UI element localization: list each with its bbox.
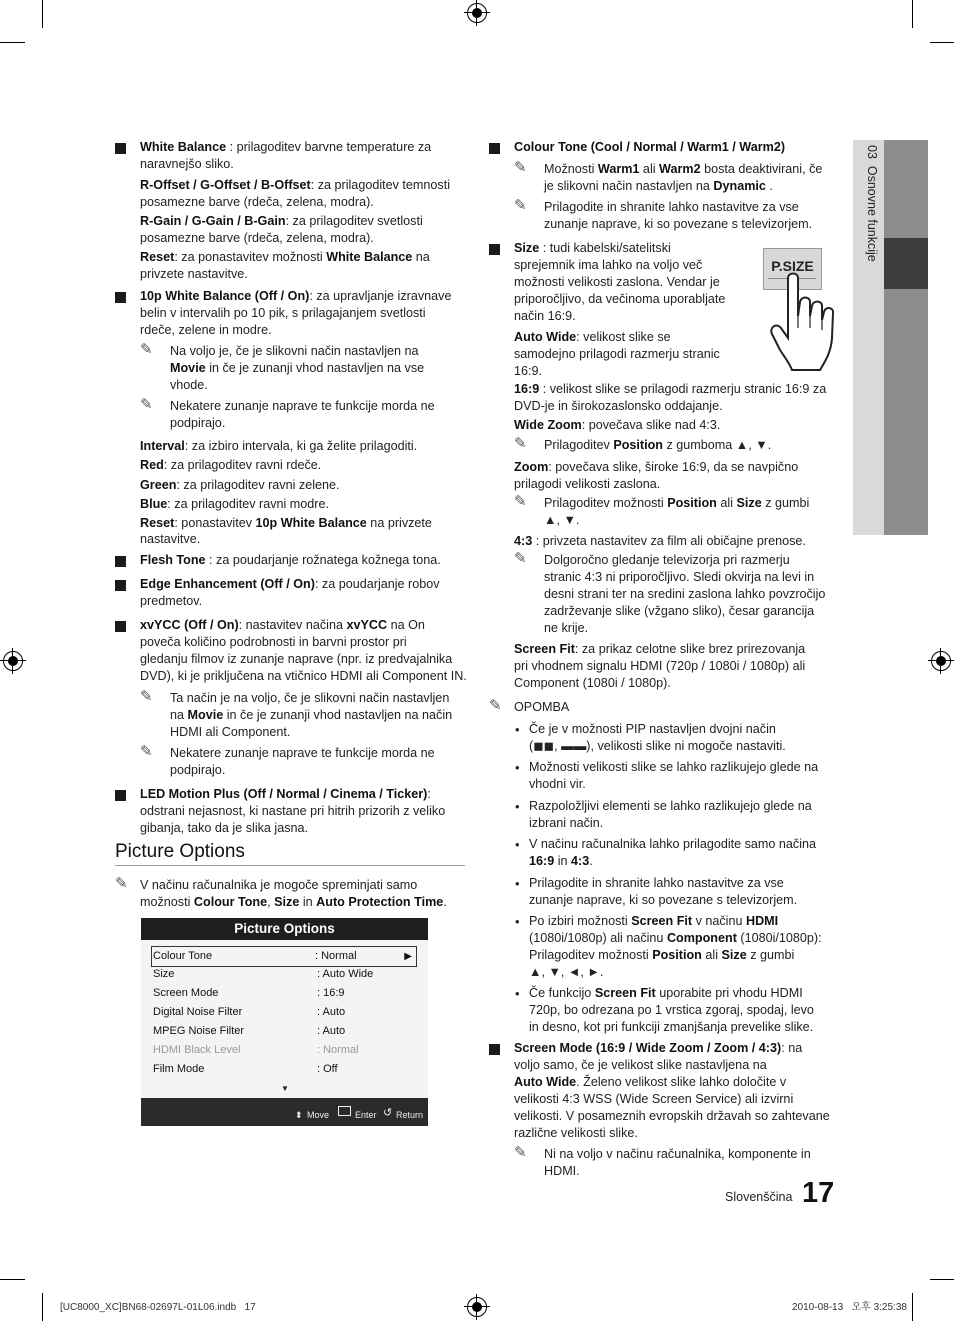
ratio-4-3-note: Dolgoročno gledanje televizorja pri razmerju stranic 4:3 ni priporočljivo. Sledi okvirja na levi in desni strani ter na sredini zaslona lahko povzročijo zadrževanje slike (vžgano sliko), česar garancija ne krije.	[544, 553, 826, 635]
picture-options-menu	[141, 918, 428, 1126]
crop-mark	[930, 1279, 954, 1280]
bullet-dot-icon: •	[515, 986, 520, 1001]
move-label: Move	[307, 1110, 330, 1120]
arrow-right-icon: ▶	[404, 951, 412, 962]
bullet-square-icon	[115, 292, 126, 303]
note-icon: ✎	[115, 874, 128, 892]
note-icon: ✎	[140, 742, 153, 760]
menu-footer	[141, 1098, 428, 1126]
note-list-item: Razpoložljivi elementi se lahko razlikujejo glede na izbrani način.	[529, 799, 812, 830]
menu-row-label: Size	[153, 968, 175, 980]
note-icon: ✎	[489, 696, 502, 714]
menu-row-size[interactable]	[153, 965, 417, 984]
ratio-16-9-item: 16:9 : velikost slike se prilagodi razmerju stranic 16:9 za DVD-je in širokozaslonsko oddajanje.	[514, 382, 827, 413]
menu-body	[141, 940, 428, 1098]
note-icon: ✎	[514, 549, 527, 567]
menu-row-label: MPEG Noise Filter	[153, 1025, 245, 1037]
reset-item: Reset: za ponastavitev možnosti White Balance na privzete nastavitve.	[140, 250, 430, 281]
picture-options-note: V načinu računalnika je mogoče spreminjati samo možnosti Colour Tone, Size in Auto Protection Time.	[140, 878, 447, 909]
registration-mark-icon	[467, 1297, 487, 1317]
auto-wide-item: Auto Wide: velikost slike se samodejno prilagodi razmerju stranic 16:9.	[514, 330, 720, 378]
colour-tone-note-2: Prilagodite in shranite lahko nastavitve za vse zunanje naprave, ki so povezane s televizorjem.	[544, 200, 813, 231]
menu-row-label: Film Mode	[153, 1063, 205, 1075]
screen-mode-note: Ni na voljo v načinu računalnika, komponente in HDMI.	[544, 1147, 811, 1178]
note-icon: ✎	[514, 196, 527, 214]
menu-row-mpeg-noise-filter[interactable]	[153, 1022, 417, 1041]
colour-tone-note-1: Možnosti Warm1 ali Warm2 bosta deaktivirani, če je slikovni način nastavljen na Dynamic .	[544, 162, 823, 193]
xvycc-note-1: Ta način je na voljo, če je slikovni način nastavljen na Movie in če je zunanji vhod nastavljen na način HDMI ali Component.	[170, 691, 453, 739]
menu-row-screen-mode[interactable]	[153, 984, 417, 1003]
note-list-item: V načinu računalnika lahko prilagodite samo načina 16:9 in 4:3.	[529, 837, 817, 868]
p10-settings-list: Interval: za izbiro intervala, ki ga želite prilagoditi. Red: za prilagoditev ravni rdeče. Green: za prilagoditev ravni zelene. Blue: za prilagoditev ravni modre. Reset: ponastavitev 10p White Balance na privzete	[140, 439, 432, 531]
p-size-label: P.SIZE	[771, 258, 814, 274]
menu-row-colour-tone[interactable]	[151, 946, 417, 967]
heading-rule	[115, 865, 465, 866]
ratio-4-3-item: 4:3 : privzeta nastavitev za film ali običajne prenose.	[514, 534, 806, 548]
flesh-tone-item: Flesh Tone : za poudarjanje rožnatega kožnega tona.	[140, 553, 441, 567]
language-label: Slovenščina	[725, 1190, 793, 1204]
return-icon: ↺	[383, 1107, 393, 1119]
menu-row-label: Digital Noise Filter	[153, 1006, 243, 1018]
note-icon: ✎	[514, 492, 527, 510]
crop-mark	[912, 1293, 913, 1321]
screen-fit-item: Screen Fit: za prikaz celotne slike brez prirezovanja pri vhodnem signalu HDMI (720p / 1080i / 1080p) ali Component (1080i / 1080p).	[514, 642, 806, 690]
menu-title: Picture Options	[141, 918, 428, 940]
bullet-dot-icon: •	[515, 876, 520, 891]
menu-row-label: HDMI Black Level	[153, 1044, 241, 1056]
note-list-item: Možnosti velikosti slike se lahko razlikujejo glede na vhodni vir.	[529, 760, 819, 791]
menu-row-film-mode[interactable]	[153, 1060, 417, 1079]
menu-row-value: : Auto Wide	[317, 968, 374, 980]
side-tab-active	[884, 238, 928, 289]
registration-mark-icon	[467, 3, 487, 23]
bullet-square-icon	[489, 244, 500, 255]
menu-row-value: : Auto	[317, 1025, 346, 1037]
wide-zoom-item: Wide Zoom: povečava slike nad 4:3.	[514, 418, 721, 432]
offset-item: R-Offset / G-Offset / B-Offset: za prilagoditev temnosti posamezne barve (rdeča, zelena, modra).	[140, 178, 451, 209]
bullet-square-icon	[115, 143, 126, 154]
note-list-item: Po izbiri možnosti Screen Fit v načinu HDMI (1080i/1080p) ali načinu Component (1080i/1080p): Prilagoditev možnosti Position ali Size z gumbi ▲, ▼, ◄, ►.	[529, 914, 822, 979]
crop-mark	[0, 1279, 25, 1280]
print-date-info: 2010-08-13 오후 3:25:38	[792, 1302, 907, 1313]
print-file-info: [UC8000_XC]BN68-02697L-01L06.indb 17	[60, 1302, 256, 1313]
bullet-square-icon	[489, 1044, 500, 1055]
crop-mark	[42, 0, 43, 28]
led-motion-plus-item: LED Motion Plus (Off / Normal / Cinema / Ticker): odstrani nejasnost, ki nastane pri hitrih prizorih z veliko gibanja, tako da je slika jasna.	[140, 787, 446, 835]
opomba-heading: OPOMBA	[514, 700, 570, 714]
screen-mode-item: Screen Mode (16:9 / Wide Zoom / Zoom / 4:3): na voljo samo, če je velikost slike nastavljena na Auto Wide. Želeno velikost slike lahko določite v velikosti 4:3 WSS (Wide Screen Service) ali izvirni velikosti. V posameznih evropskih državah so zahtevane različne velikosti slike.	[514, 1041, 830, 1140]
crop-mark	[930, 42, 954, 43]
side-tab-label: 03 Osnovne funkcije	[865, 145, 879, 262]
bullet-dot-icon: •	[515, 914, 520, 929]
menu-row-value: : Auto	[317, 1006, 346, 1018]
p10-note-2: Nekatere zunanje naprave te funkcije morda ne podpirajo.	[170, 399, 435, 430]
menu-row-value: : Off	[317, 1063, 338, 1075]
registration-mark-icon	[3, 651, 23, 671]
p10-note-1: Na voljo je, če je slikovni način nastavljen na Movie in če je zunanji vhod nastavljen na vse vhode.	[170, 344, 425, 392]
note-icon: ✎	[514, 434, 527, 452]
menu-row-digital-noise-filter[interactable]	[153, 1003, 417, 1022]
bullet-square-icon	[115, 556, 126, 567]
bullet-dot-icon: •	[515, 799, 520, 814]
bullet-square-icon	[489, 143, 500, 154]
note-icon: ✎	[514, 1143, 527, 1161]
enter-icon	[338, 1106, 351, 1116]
wide-zoom-note: Prilagoditev Position z gumboma ▲, ▼.	[544, 438, 772, 452]
enter-label: Enter	[355, 1110, 377, 1120]
scroll-down-icon[interactable]: ▼	[281, 1084, 289, 1093]
bullet-dot-icon: •	[515, 722, 520, 737]
crop-mark	[912, 0, 913, 28]
white-balance-item: White Balance : prilagoditev barvne temperature za naravnejšo sliko.	[140, 140, 432, 171]
menu-row-hdmi-black-level	[153, 1041, 417, 1060]
bullet-square-icon	[115, 790, 126, 801]
menu-row-label: Colour Tone	[153, 950, 213, 962]
note-list-item: Prilagodite in shranite lahko nastavitve za vse zunanje naprave, ki so povezane s televizorjem.	[529, 876, 798, 907]
bullet-dot-icon: •	[515, 837, 520, 852]
note-icon: ✎	[140, 687, 153, 705]
registration-mark-icon	[931, 651, 951, 671]
bullet-dot-icon: •	[515, 760, 520, 775]
xvycc-note-2: Nekatere zunanje naprave te funkcije morda ne podpirajo.	[170, 746, 435, 777]
page-number: 17	[802, 1177, 835, 1209]
crop-mark	[0, 42, 25, 43]
menu-row-value: : 16:9	[317, 987, 345, 999]
menu-row-value: : Normal	[317, 1044, 359, 1056]
gain-item: R-Gain / G-Gain / B-Gain: za prilagoditev svetlosti posamezne barve (rdeča, zelena, modra).	[140, 214, 423, 245]
size-item: Size : tudi kabelski/satelitski sprejemnik ima lahko na voljo več možnosti velikosti zaslona. Vendar je priporočljivo, da večinoma uporabljate način 16:9.	[514, 241, 726, 323]
edge-enhancement-item: Edge Enhancement (Off / On): za poudarjanje robov predmetov.	[140, 577, 440, 608]
zoom-item: Zoom: povečava slike, široke 16:9, da se navpično prilagodi velikosti zaslona.	[514, 460, 799, 491]
move-icon: ⬍	[295, 1110, 303, 1120]
zoom-note: Prilagoditev možnosti Position ali Size z gumbi ▲, ▼.	[544, 496, 810, 527]
xvycc-item: xvYCC (Off / On): nastavitev načina xvYCC na On poveča količino podrobnosti in barvni prostor pri gledanju filmov iz zunanje naprave (npr. iz predvajalnika DVD), ki je priključena na vtičnico HDMI ali Component IN.	[140, 618, 467, 683]
menu-row-label: Screen Mode	[153, 987, 219, 999]
p10-reset-cont: nastavitve.	[140, 532, 201, 546]
note-icon: ✎	[140, 340, 153, 358]
crop-mark	[42, 1293, 43, 1321]
picture-options-heading: Picture Options	[115, 841, 245, 862]
p10-white-balance-item: 10p White Balance (Off / On): za upravljanje izravnave belin v intervalih po 10 pik, s prilagajanjem svetlosti rdeče, zelene in modre.	[140, 289, 452, 337]
note-icon: ✎	[140, 395, 153, 413]
note-icon: ✎	[514, 158, 527, 176]
colour-tone-item: Colour Tone (Cool / Normal / Warm1 / Warm2)	[514, 140, 786, 154]
return-label: Return	[396, 1110, 424, 1120]
note-list-item: Če funkcijo Screen Fit uporabite pri vhodu HDMI 720p, bo odrezana po 1 vrstica zgoraj, spodaj, levo in desno, kot pri funkciji zmanjšanja prevelike slike.	[529, 986, 814, 1034]
bullet-square-icon	[115, 621, 126, 632]
note-list-item: Če je v možnosti PIP nastavljen dvojni način (◼◼, ▬▬), velikosti slike ni mogoče nastaviti.	[529, 722, 786, 753]
bullet-square-icon	[115, 580, 126, 591]
menu-row-value: : Normal	[315, 950, 357, 962]
pointing-hand-icon	[770, 270, 845, 372]
side-tab-bar	[884, 140, 928, 535]
